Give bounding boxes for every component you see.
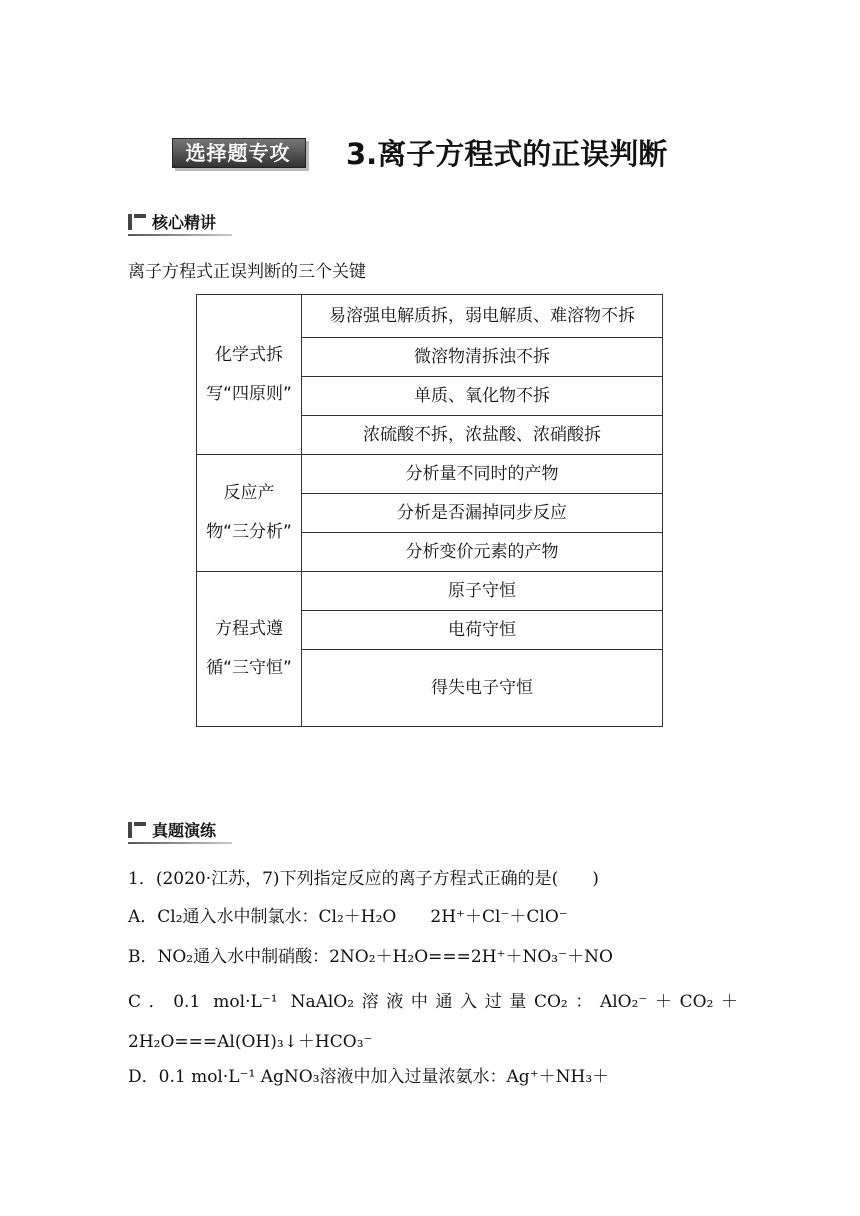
rule-cell: 电荷守恒 [302,611,663,650]
lead-text: 离子方程式正误判断的三个关键 [128,262,366,282]
option-b: B．NO₂通入水中制硝酸：2NO₂＋H₂O===2H⁺＋NO₃⁻＋NO [128,947,613,967]
rule-cell: 得失电子守恒 [302,650,663,727]
rule-cell: 分析是否漏掉同步反应 [302,494,663,533]
section-marker-icon [128,214,132,230]
page-title: 3.离子方程式的正误判断 [346,137,668,171]
question-stem: 1．(2020·江苏，7)下列指定反应的离子方程式正确的是( ) [128,869,599,889]
topic-tag [170,136,310,170]
section-marker-icon [128,822,132,838]
section-underline [128,234,232,236]
category-cell [197,455,302,572]
section-core [128,210,232,236]
rule-cell: 原子守恒 [302,572,663,611]
rule-cell: 微溶物清拆浊不拆 [302,338,663,377]
rule-cell: 分析变价元素的产物 [302,533,663,572]
category-label: 反应产物“三分析” [206,483,292,542]
option-c: C．0.1 mol·L⁻¹ NaAlO₂溶液中通入过量CO₂：AlO₂⁻＋CO₂＋2H₂O===Al(OH)₃↓＋HCO₃⁻ [128,992,738,1052]
section-core-label: 核心精讲 [152,213,217,232]
section-marker-icon-top [134,214,146,218]
option-a: A．Cl₂通入水中制氯水：Cl₂＋H₂O 2H⁺＋Cl⁻＋ClO⁻ [128,907,568,927]
topic-tag-text: 选择题专攻 [185,141,291,165]
section-practice [128,818,232,844]
section-practice-label: 真题演练 [152,821,217,840]
rules-table [196,294,663,727]
rule-cell: 单质、氧化物不拆 [302,377,663,416]
table-row [197,295,663,338]
table-row [197,455,663,494]
section-marker-icon-top [134,822,146,826]
rule-cell: 易溶强电解质拆，弱电解质、难溶物不拆 [302,295,663,338]
category-label: 方程式遵循“三守恒” [206,619,292,678]
rule-cell: 分析量不同时的产物 [302,455,663,494]
category-label: 化学式拆写“四原则” [206,344,292,404]
rule-cell: 浓硫酸不拆，浓盐酸、浓硝酸拆 [302,416,663,455]
section-underline [128,842,232,844]
option-d: D．0.1 mol·L⁻¹ AgNO₃溶液中加入过量浓氨水：Ag⁺＋NH₃＋ [128,1067,610,1087]
category-cell [197,572,302,727]
table-row [197,572,663,611]
category-cell [197,295,302,455]
page-header [170,134,730,178]
